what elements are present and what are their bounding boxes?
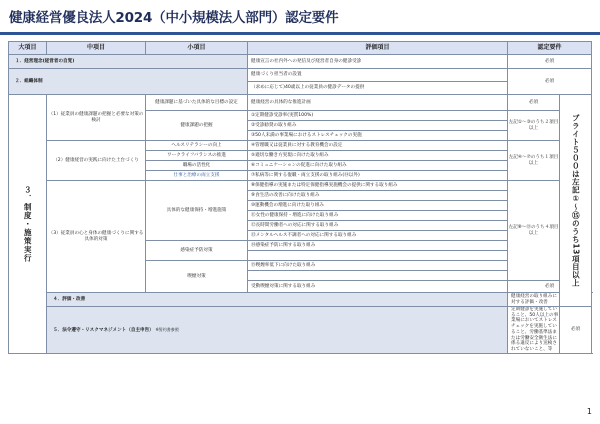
group-1-req-1: 必須 bbox=[508, 95, 560, 111]
title-underline bbox=[0, 32, 600, 35]
page-title: 健康経営優良法人2024（中小規模法人部門）認定要件 bbox=[9, 10, 339, 26]
group-2-eval-2: ⑤適切な働き方実現に向けた取り組み bbox=[248, 151, 508, 161]
group-3-req-9: 必須 bbox=[508, 281, 592, 293]
section-2-eval-1: 健康づくり担当者の設置 bbox=[248, 69, 508, 82]
group-3-eval-7: ⑭感染症予防に関する取り組み bbox=[248, 241, 508, 251]
group-3-eval-9: 受動喫煙対策に関する取り組み bbox=[248, 281, 508, 293]
bright-500-cell bbox=[560, 95, 592, 307]
section-2-row bbox=[9, 69, 592, 82]
group-3-req: 左記⑧〜⑮のうち４項目以上 bbox=[508, 181, 560, 281]
section-5-note: ※誓約書参照 bbox=[155, 326, 179, 332]
group-3-minor-3: 喫煙対策 bbox=[146, 261, 248, 293]
section-1-row bbox=[9, 55, 592, 69]
group-3-row bbox=[9, 181, 592, 191]
header-row bbox=[9, 42, 592, 55]
header-minor: 小項目 bbox=[146, 42, 248, 55]
group-3-eval-2: ⑨食生活の改善に向けた取り組み bbox=[248, 191, 508, 201]
section-5-label: ５．法令遵守・リスクマネジメント（自主申告） bbox=[53, 327, 154, 333]
section-2-req: 必須 bbox=[508, 69, 592, 95]
group-1-eval-2: ①定期健診受診率(実質100%) bbox=[248, 111, 508, 121]
section-3-label-cell bbox=[9, 95, 47, 354]
section-5-row bbox=[9, 307, 592, 354]
group-2-row bbox=[9, 141, 592, 151]
section-3-label: ３．制度・施策実行 bbox=[23, 185, 33, 263]
group-2-eval-1: ④管理職又は従業員に対する教育機会の設定 bbox=[248, 141, 508, 151]
section-5-eval: 定期健診を実施していること、50人以上の事業場においてストレスチェックを実施していること、労働基準法または労働安全衛生法に係る違反により送検されていないこと、等 bbox=[508, 307, 560, 354]
group-1-minor-1: 健康課題に基づいた具体的な目標の設定 bbox=[146, 95, 248, 111]
group-3-eval-3: ⑩運動機会の増進に向けた取り組み bbox=[248, 201, 508, 211]
section-5-req: 必須 bbox=[560, 307, 592, 354]
group-3-eval-5: ⑫長時間労働者への対応に関する取り組み bbox=[248, 221, 508, 231]
group-2-minor-2: ワークライフバランスの推進 bbox=[146, 151, 248, 161]
group-1-minor-2: 健康課題の把握 bbox=[146, 111, 248, 141]
group-3-minor-1: 具体的な健康保持・増進施策 bbox=[146, 181, 248, 241]
section-2-eval-2: （求めに応じて)40歳以上の従業員の健診データの提供 bbox=[248, 82, 508, 95]
header-eval: 評価項目 bbox=[248, 42, 508, 55]
page-number: 1 bbox=[586, 407, 592, 416]
requirements-table bbox=[8, 41, 592, 354]
group-2-req: 左記④〜⑦のうち１項目以上 bbox=[508, 141, 560, 181]
section-1-req: 必須 bbox=[508, 55, 592, 69]
group-1-eval-4: ③50人未満の事業場におけるストレスチェックの実施 bbox=[248, 131, 508, 141]
group-2-minor-3: 職場の活性化 bbox=[146, 161, 248, 171]
section-4-row bbox=[9, 293, 592, 307]
header-major: 大項目 bbox=[9, 42, 47, 55]
group-1-eval-3: ②受診勧奨の取り組み bbox=[248, 121, 508, 131]
bright-500-label: ブライト５００は左記①〜⑮のうち13項目以上 bbox=[571, 114, 581, 287]
section-4-label: ４．評価・改善 bbox=[47, 293, 508, 307]
section-3-row bbox=[9, 95, 592, 111]
section-5-label-cell bbox=[47, 307, 508, 354]
group-1-eval-1: 健康経営の具体的な推進計画 bbox=[248, 95, 508, 111]
group-2-eval-4: ⑦私病等に関する復職・両立支援の取り組み(⑭以外) bbox=[248, 171, 508, 181]
section-4-eval: 健康経営の取り組みに対する評価・改善 bbox=[508, 293, 560, 307]
group-3-minor-2: 感染症予防対策 bbox=[146, 241, 248, 261]
section-1-label: １．経営理念(経営者の自覚) bbox=[9, 55, 248, 69]
group-1-label: （1）従業員の健康課題の把握と必要な対策の検討 bbox=[47, 95, 146, 141]
group-2-eval-3: ⑥コミュニケーションの促進に向けた取り組み bbox=[248, 161, 508, 171]
group-3-eval-1: ⑧保健指導の実施または特定保健指導実施機会の提供に関する取り組み bbox=[248, 181, 508, 191]
group-1-req: 左記①〜③のうち２項目以上 bbox=[508, 111, 560, 141]
group-2-minor-1: ヘルスリテラシーの向上 bbox=[146, 141, 248, 151]
section-1-eval: 健康宣言の社内外への発信及び経営者自身の健診受診 bbox=[248, 55, 508, 69]
group-3-eval-4: ⑪女性の健康保持・増進に向けた取り組み bbox=[248, 211, 508, 221]
group-3-label: （3）従業員の心と身体の健康づくりに関する具体的対策 bbox=[47, 181, 146, 293]
section-2-label: ２．組織体制 bbox=[9, 69, 248, 95]
group-3-eval-6: ⑬メンタルヘルス不調者への対応に関する取り組み bbox=[248, 231, 508, 241]
group-2-label: （2）健康経営の実践に向けた土台づくり bbox=[47, 141, 146, 181]
group-2-minor-4: 仕事と治療の両立支援 bbox=[146, 171, 248, 181]
header-middle: 中項目 bbox=[47, 42, 146, 55]
group-3-eval-8: ⑮喫煙率低下に向けた取り組み bbox=[248, 261, 508, 271]
header-req: 認定要件 bbox=[508, 42, 592, 55]
